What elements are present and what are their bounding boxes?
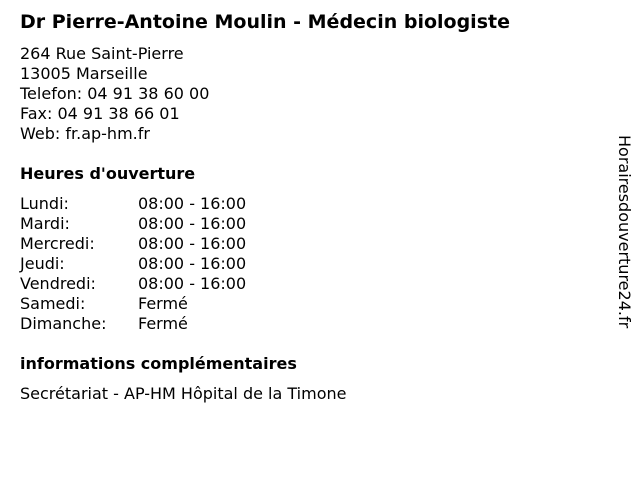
hours-row-saturday <box>20 294 246 314</box>
hours-value: Fermé <box>138 294 188 313</box>
hours-row-wednesday <box>20 234 246 254</box>
hours-value: Fermé <box>138 314 188 333</box>
opening-hours-table <box>20 194 246 334</box>
hours-row-monday <box>20 194 246 214</box>
hours-value: 08:00 - 16:00 <box>138 194 247 213</box>
hours-row-sunday <box>20 314 246 334</box>
day-label: Mardi: <box>20 214 70 233</box>
city-postcode: 13005 Marseille <box>20 64 148 83</box>
address-block <box>20 44 209 144</box>
phone-number: Telefon: 04 91 38 60 00 <box>20 84 210 103</box>
hours-row-tuesday <box>20 214 246 234</box>
additional-info-heading: informations complémentaires <box>20 354 297 373</box>
street-address: 264 Rue Saint-Pierre <box>20 44 184 63</box>
website: Web: fr.ap-hm.fr <box>20 124 150 143</box>
hours-value: 08:00 - 16:00 <box>138 214 247 233</box>
hours-value: 08:00 - 16:00 <box>138 274 247 293</box>
day-label: Dimanche: <box>20 314 107 333</box>
hours-row-thursday <box>20 254 246 274</box>
opening-hours-heading: Heures d'ouverture <box>20 164 196 183</box>
day-label: Jeudi: <box>20 254 65 273</box>
day-label: Mercredi: <box>20 234 95 253</box>
fax-number: Fax: 04 91 38 66 01 <box>20 104 180 123</box>
page-title: Dr Pierre-Antoine Moulin - Médecin biologiste <box>20 11 510 33</box>
day-label: Vendredi: <box>20 274 96 293</box>
additional-info-text: Secrétariat - AP-HM Hôpital de la Timone <box>20 384 347 403</box>
hours-value: 08:00 - 16:00 <box>138 254 247 273</box>
hours-row-friday <box>20 274 246 294</box>
hours-value: 08:00 - 16:00 <box>138 234 247 253</box>
day-label: Lundi: <box>20 194 69 213</box>
site-watermark: Horairesdouverture24.fr <box>615 135 634 329</box>
day-label: Samedi: <box>20 294 86 313</box>
